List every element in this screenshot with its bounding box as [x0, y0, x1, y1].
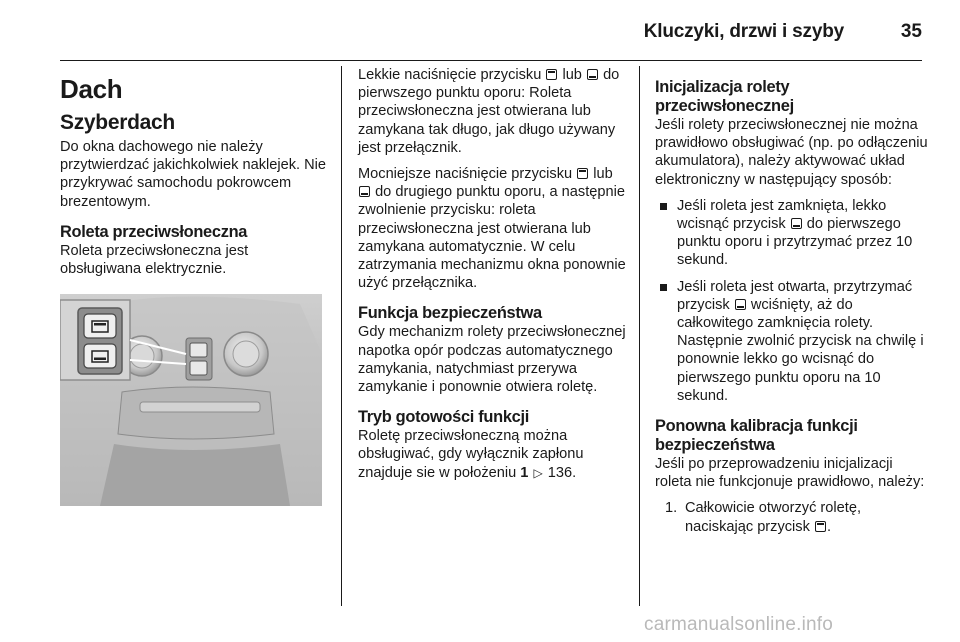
- paragraph-roleta: Roleta przeciwsłoneczna jest obsługiwana elektrycznie.: [60, 242, 249, 278]
- column-3: [655, 66, 930, 536]
- paragraph-inicjalizacja: Jeśli rolety przeciwsłonecznej nie można prawidłowo obsługiwać (np. po odłączeniu akumulatora), należy aktywować układ elektroniczny w następujący sposób:: [655, 117, 928, 188]
- column-divider: [341, 66, 342, 606]
- section-heading-szyberdach: Szyberdach: [60, 111, 175, 134]
- sunshade-open-icon: [577, 168, 588, 179]
- subheading-inicjalizacja: Inicjalizacja rolety przeciwsłonecznej: [655, 78, 794, 115]
- sunshade-close-icon: [359, 186, 370, 197]
- step-list: [655, 499, 930, 535]
- paragraph-kalibracja: Jeśli po przeprowadzeniu inicjalizacji roleta nie funkcjonuje prawidłowo, należy:: [655, 456, 925, 491]
- sunshade-close-icon: [587, 69, 598, 80]
- section-heading-dach: Dach: [60, 74, 123, 104]
- bullet-list: [655, 197, 930, 405]
- paragraph-szyberdach: Do okna dachowego nie należy przytwierdzać jakichkolwiek naklejek. Nie przykrywać samochodu pokrowcem brezentowym.: [60, 139, 327, 210]
- sunshade-close-icon: [791, 218, 802, 229]
- list-item: Jeśli roleta jest otwarta, przytrzymać przycisk wciśnięty, aż do całkowitego zamknięcia rolety. Następnie zwolnić przycisk na chwilę i ponownie lekko go wcisnąć do pierwszego punktu oporu na 10 sekund.: [655, 278, 930, 405]
- chapter-title: Kluczyki, drzwi i szyby: [643, 21, 844, 42]
- paragraph-tryb: Roletę przeciwsłoneczną można obsługiwać, gdy wyłącznik zapłonu znajduje sie w położeniu 1 ▷ 136.: [358, 428, 584, 481]
- column-1: [60, 66, 328, 506]
- sunshade-open-icon: [815, 521, 826, 532]
- paragraph-funkcja: Gdy mechanizm rolety przeciwsłonecznej napotka opór podczas automatycznego zamykania, natychmiast przerywa zamykanie i ponownie otwiera roletę.: [358, 324, 626, 396]
- list-item: Jeśli roleta jest zamknięta, lekko wcisnąć przycisk do pierwszego punktu oporu i przytrzymać przez 10 sekund.: [655, 197, 930, 270]
- column-divider: [639, 66, 640, 606]
- paragraph-light-press: Lekkie naciśnięcie przycisku lub do pierwszego punktu oporu: Roleta przeciwsłoneczna jest otwierana lub zamykana tak długo, jak długo używany jest przełącznik.: [358, 67, 620, 156]
- sunshade-open-icon: [546, 69, 557, 80]
- paragraph-firm-press: Mocniejsze naciśnięcie przycisku lub do drugiego punktu oporu, a następnie zwolnienie przycisku: roleta przeciwsłoneczna jest otwierana lub zamykana automatycznie. W celu zatrzymania mechanizmu okna ponownie użyć przełącznika.: [358, 166, 626, 292]
- page-number: 35: [900, 21, 922, 42]
- list-item: 1. Całkowicie otworzyć roletę, naciskając przycisk .: [665, 500, 861, 535]
- subheading-funkcja: Funkcja bezpieczeństwa: [358, 304, 542, 323]
- subheading-kalibracja: Ponowna kalibracja funkcji bezpieczeństwa: [655, 417, 858, 455]
- header-rule: [60, 60, 922, 61]
- page-header: [0, 0, 960, 62]
- subheading-tryb: Tryb gotowości funkcji: [358, 408, 529, 427]
- sunshade-switch-photo: [60, 294, 322, 506]
- subheading-roleta: Roleta przeciwsłoneczna: [60, 222, 248, 241]
- column-2: [358, 66, 628, 490]
- sunshade-close-icon: [735, 299, 746, 310]
- page-reference-icon: ▷: [533, 465, 543, 480]
- watermark: carmanualsonline.info: [644, 614, 834, 635]
